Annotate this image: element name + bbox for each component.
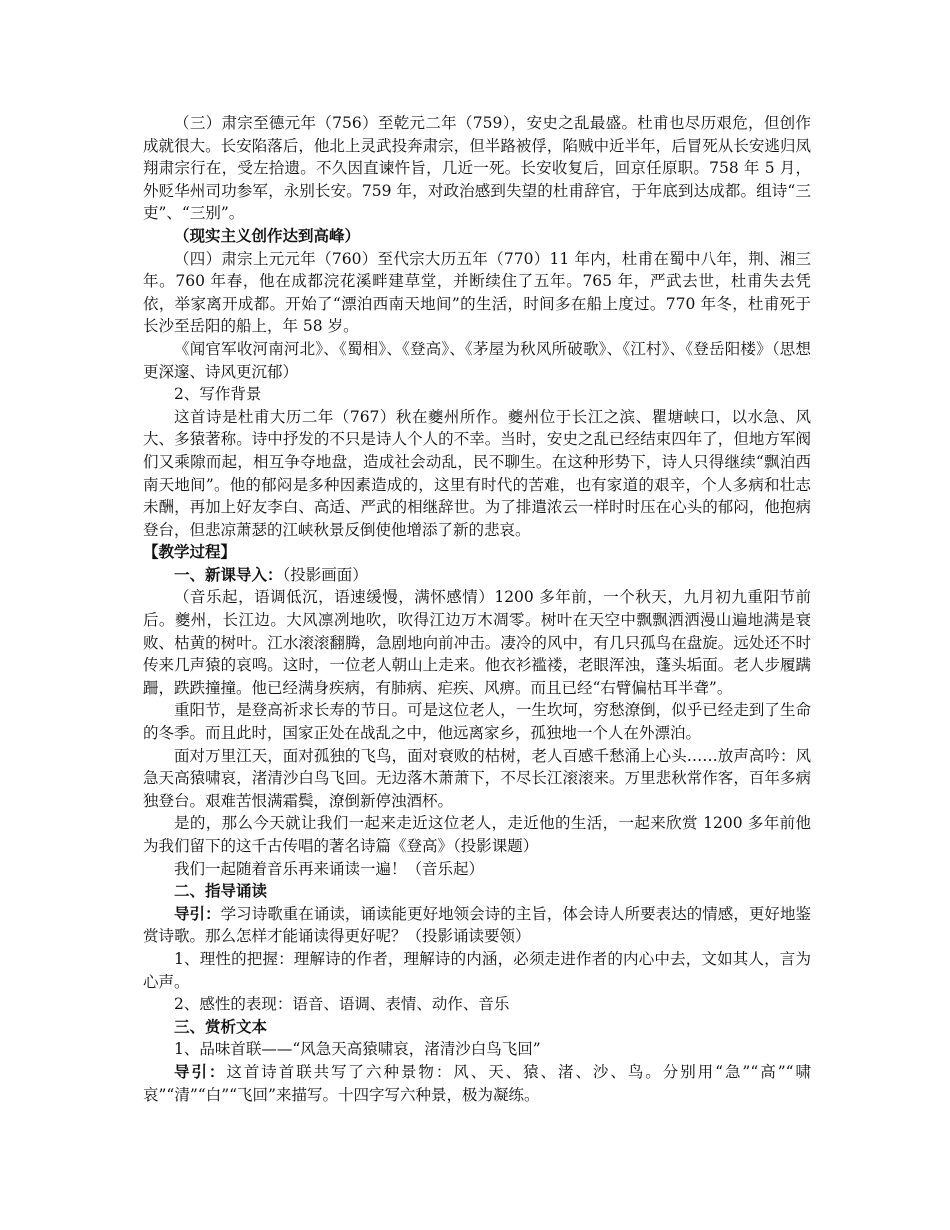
intro-heading-line: [143, 564, 811, 587]
paragraph-background: 这首诗是杜甫大历二年（767）秋在夔州所作。夔州位于长江之滨、瞿塘峡口，以水急、风大、多猿著称。诗中抒发的不只是诗人个人的不幸。当时，安史之乱已经结束四年了，但地方军阀们又乘隙而起，相互争夺地盘，造成社会动乱，民不聊生。在这种形势下，诗人只得继续“飘泊西南天地间”。他的郁闷是多种因素造成的，这里有时代的苦难，也有家道的艰辛，个人多病和壮志未酬，再加上好友李白、高适、严武的相继辞世。为了排遣浓云一样时时压在心头的郁闷，他抱病登台，但悲凉萧瑟的江峡秋景反倒使他增添了新的悲哀。: [143, 407, 811, 539]
guide-label: 导引：: [174, 903, 221, 923]
first-couplet-guide: [143, 1061, 811, 1106]
paragraph-period-three: （三）肃宗至德元年（756）至乾元二年（759），安史之乱最盛。杜甫也尽历艰危，但创作成就很大。长安陷落后，他北上灵武投奔肃宗，但半路被俘，陷贼中近半年，后冒死从长安逃归凤翔肃宗行在，受左拾遗。不久因直谏忤旨，几近一死。长安收复后，回京任原职。758 年 5 月，外贬华州司功参军，永别长安。759 年，对政治感到失望的杜甫辞官，于年底到达成都。组诗“三吏”、“三别”。: [143, 114, 811, 223]
paragraph-period-four: （四）肃宗上元元年（760）至代宗大历五年（770）11 年内，杜甫在蜀中八年，荆、湘三年。760 年春，他在成都浣花溪畔建草堂，并断续住了五年。765 年，严武去世，杜甫失去凭依，举家离开成都。开始了“漂泊西南天地间”的生活，时间多在船上度过。770 年冬，杜甫死于长沙至岳阳的船上，年 58 岁。: [143, 249, 811, 336]
rational-grasp: 1、理性的把握：理解诗的作者，理解诗的内涵，必须走进作者的内心中去，文如其人，言为心声。: [143, 949, 811, 991]
works-list: 《闻官军收河南河北》、《蜀相》、《登高》、《茅屋为秋风所破歌》、《江村》、《登岳阳楼》（思想更深邃、诗风更沉郁）: [143, 339, 811, 381]
paragraph-read-again: 我们一起随着音乐再来诵读一遍！（音乐起）: [174, 859, 485, 878]
section-heading-background: 2、写作背景: [174, 385, 262, 404]
paragraph-approach-poet: 是的，那么今天就让我们一起来走近这位老人，走近他的生活，一起来欣赏 1200 多年前他为我们留下的这千古传唱的著名诗篇《登高》（投影课题）: [143, 814, 811, 855]
document-page: [143, 112, 811, 1106]
intro-heading: 一、新课导入：: [174, 564, 283, 584]
realism-peak-note: （现实主义创作达到高峰）: [174, 225, 361, 245]
intro-projection-note: （投影画面）: [282, 565, 368, 584]
teaching-process-heading: 【教学过程】: [143, 542, 237, 562]
perceptual-expression: 2、感性的表现：语音、语调、表情、动作、音乐: [174, 995, 510, 1014]
guide-label-2: 导引：: [174, 1061, 227, 1081]
guide-text: 学习诗歌重在诵读，诵读能更好地领会诗的主旨，体会诗人所要表达的情感，更好地鉴赏诗歌。那么怎样才能诵读得更好呢？（投影诵读要领）: [143, 904, 811, 946]
paragraph-intro-narration: （音乐起，语调低沉，语速缓慢，满怀感情）1200 多年前，一个秋天，九月初九重阳节前后。夔州，长江边。大风凛冽地吹，吹得江边万木凋零。树叶在天空中飘飘洒洒漫山遍地满是衰败、枯黄的树叶。江水滚滚翻腾，急剧地向前冲击。凄冷的风中，有几只孤鸟在盘旋。远处还不时传来几声猿的哀鸣。这时，一位老人朝山上走来。他衣衫褴褛，老眼浑浊，蓬头垢面。老人步履蹒跚，跌跌撞撞。他已经满身疾病，有肺病、疟疾、风痹。而且已经“右臂偏枯耳半聋”。: [143, 588, 811, 697]
guided-reading-paragraph: [143, 903, 811, 948]
guided-reading-heading: 二、指导诵读: [174, 881, 268, 901]
guide-text-2: 这首诗首联共写了六种景物：风、天、猿、渚、沙、鸟。分别用“急”“高”“啸哀”“清”“白”“飞回”来描写。十四字写六种景，极为凝练。: [143, 1062, 811, 1104]
paragraph-poem-recital: 面对万里江天，面对孤独的飞鸟，面对衰败的枯树，老人百感千愁涌上心头……放声高吟：风急天高猿啸哀，渚清沙白鸟飞回。无边落木萧萧下，不尽长江滚滚来。万里悲秋常作客，百年多病独登台。艰难苦恨满霜鬓，潦倒新停浊酒杯。: [143, 746, 811, 810]
first-couplet-heading: 1、品味首联——“风急天高猿啸哀，渚清沙白鸟飞回”: [174, 1040, 541, 1059]
text-appreciation-heading: 三、赏析文本: [174, 1016, 268, 1036]
paragraph-double-ninth: 重阳节，是登高祈求长寿的节日。可是这位老人，一生坎坷，穷愁潦倒，似乎已经走到了生命的冬季。而且此时，国家正处在战乱之中，他远离家乡，孤独地一个人在外漂泊。: [143, 701, 811, 743]
